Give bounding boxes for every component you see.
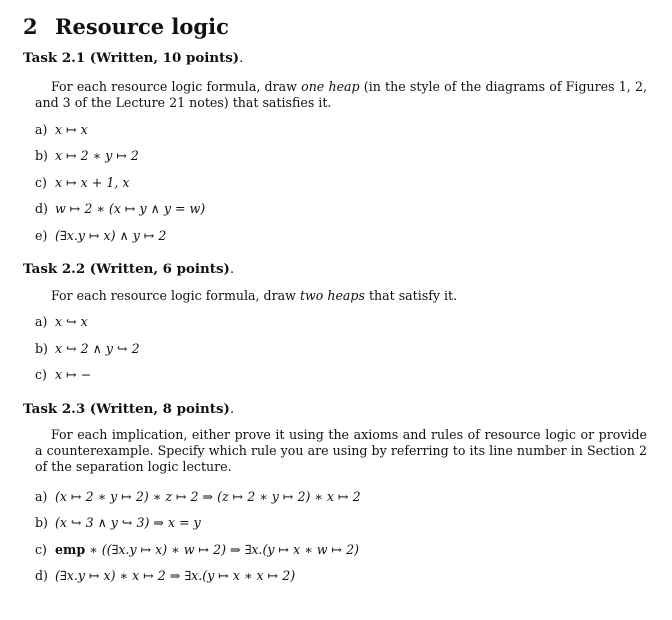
task-intro [35,288,647,304]
intro-text: For each resource logic formula, draw [51,79,302,94]
item-formula: (∃x.y ↦ x) ∗ x ↦ 2 ⇒ ∃x.(y ↦ x ∗ x ↦ 2) [55,568,296,583]
task-heading [23,261,234,277]
item-label: a) [35,122,48,137]
item-keyword: emp [55,542,86,557]
item-formula: (x ↦ 2 ∗ y ↦ 2) ∗ z ↦ 2 ⇒ (z ↦ 2 ∗ y ↦ 2) ∗ x ↦ 2 [55,489,361,504]
task-intro [35,79,647,111]
item-formula: x ↦ x + 1, x [55,175,130,190]
list-item [35,568,295,583]
list-item [35,175,129,190]
section-title: Resource logic [55,14,229,39]
item-formula: ∗ ((∃x.y ↦ x) ∗ w ↦ 2) ⇒ ∃x.(y ↦ x ∗ w ↦ 2) [85,542,360,557]
item-label: e) [35,228,48,243]
item-formula: x ↦ − [55,367,92,382]
item-formula: w ↦ 2 ∗ (x ↦ y ∧ y = w) [55,201,206,216]
task-heading-text: Task 2.1 (Written, 10 points) [23,50,240,66]
task-intro [35,427,647,475]
intro-emphasis: one heap [301,79,360,94]
item-label: c) [35,542,47,557]
item-formula: (∃x.y ↦ x) ∧ y ↦ 2 [55,228,167,243]
item-formula: x ↪ x [55,314,88,329]
item-label: d) [35,201,48,216]
list-item [35,341,140,356]
item-formula: x ↪ 2 ∧ y ↪ 2 [55,341,140,356]
list-item [35,367,91,382]
item-label: b) [35,515,48,530]
list-item [35,201,205,216]
item-label: c) [35,367,47,382]
intro-text: that satisfy it. [364,288,458,303]
item-formula: (x ↪ 3 ∧ y ↪ 3) ⇒ x = y [55,515,201,530]
task-heading [23,50,243,66]
item-label: a) [35,489,48,504]
list-item [35,148,139,163]
item-label: b) [35,341,48,356]
intro-text: For each implication, either prove it using the axioms and rules of resource logic or provide a counterexample. Specify which rule you are using by referring to its line number in Section 2 of the separation logic lecture. [35,427,647,474]
task-heading-punct: . [239,51,244,66]
item-label: b) [35,148,48,163]
task-heading-text: Task 2.3 (Written, 8 points) [23,401,230,417]
item-label: c) [35,175,47,190]
list-item [35,314,88,329]
item-label: d) [35,568,48,583]
list-item [35,515,201,530]
list-item [35,542,359,557]
list-item [35,228,166,243]
intro-text: For each resource logic formula, draw [51,288,300,303]
task-heading-punct: . [229,262,235,277]
task-heading [23,401,234,417]
list-item [35,489,361,504]
intro-emphasis: two heaps [299,288,365,303]
section-heading [23,14,229,39]
item-formula: x ↦ 2 ∗ y ↦ 2 [55,148,139,163]
item-formula: x ↦ x [55,122,88,137]
task-heading-text: Task 2.2 (Written, 6 points) [23,261,230,277]
intro-text: (in the style of the diagrams of Figures 1, 2, and 3 of the Lecture 21 notes) that satisfies it. [35,79,647,110]
item-label: a) [35,314,48,329]
section-number: 2 [23,14,38,39]
list-item [35,122,88,137]
task-heading-punct: . [229,402,235,417]
